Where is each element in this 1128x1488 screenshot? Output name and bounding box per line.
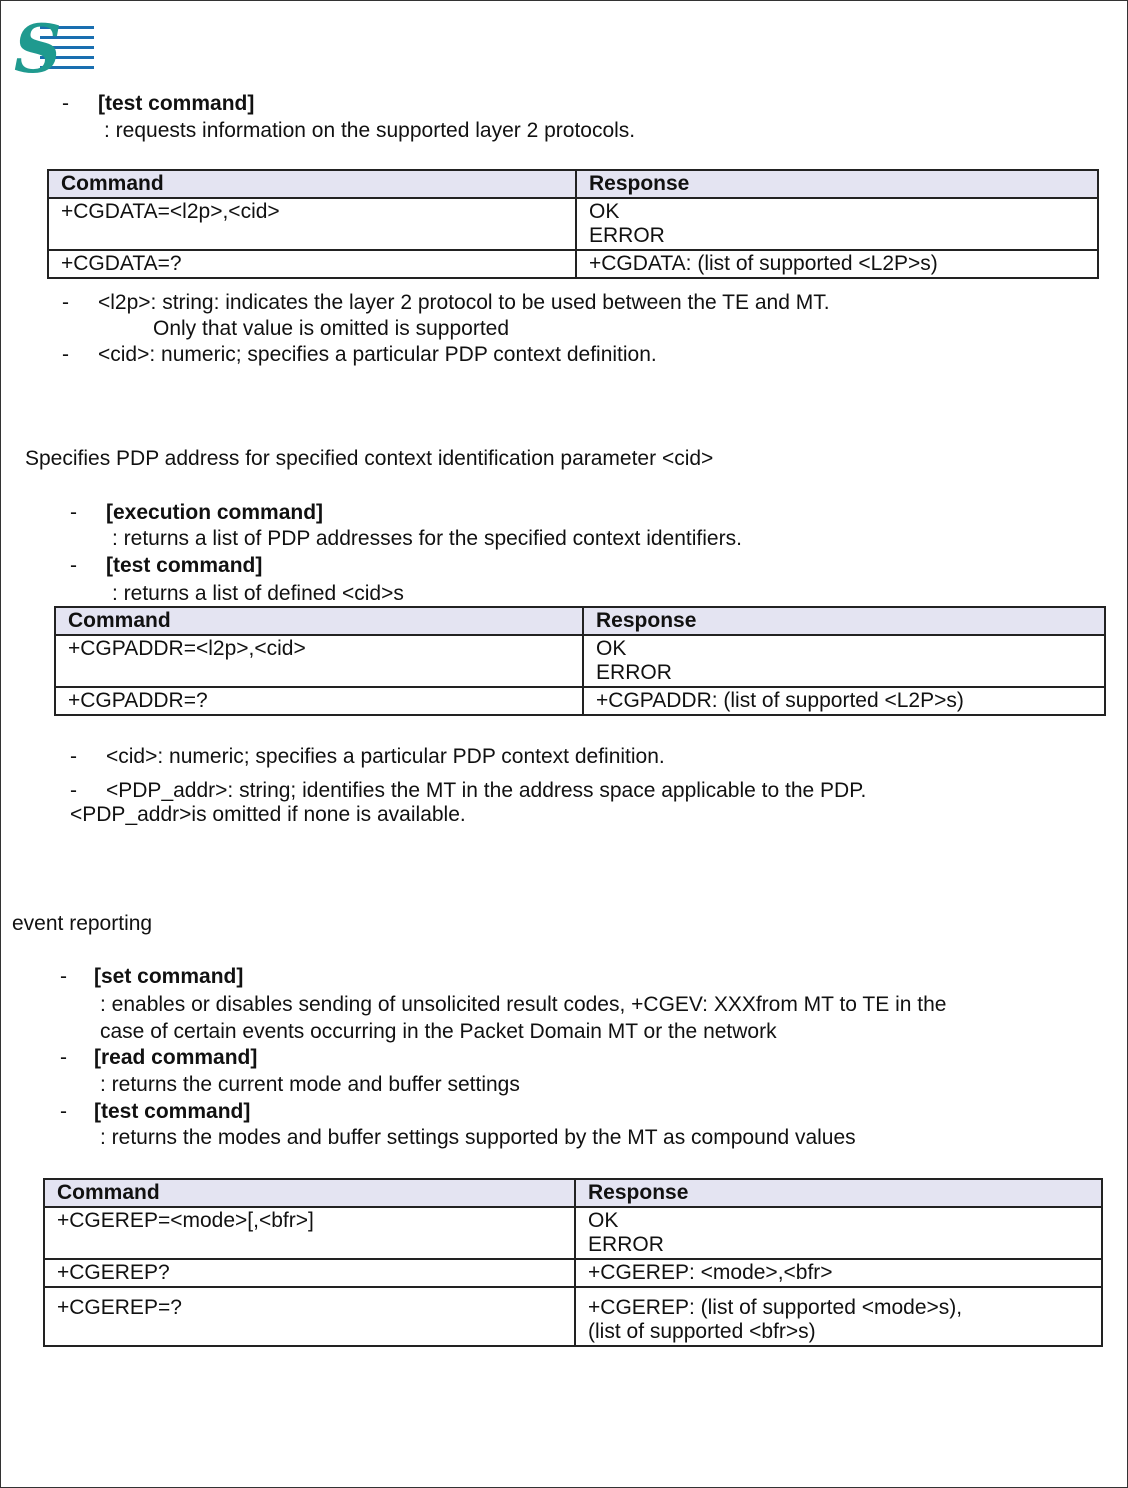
bullet-dash: - [60,1100,67,1123]
header-command: Command [55,607,583,635]
read-command-desc: : returns the current mode and buffer settings [100,1073,520,1096]
command-cell: +CGEREP? [44,1259,575,1287]
test-command-desc: : returns a list of defined <cid>s [112,582,404,605]
header-response: Response [583,607,1105,635]
response-cell: +CGPADDR: (list of supported <L2P>s) [583,687,1105,715]
response-cell [575,1287,1102,1346]
section-intro: Specifies PDP address for specified context identification parameter <cid> [25,447,714,470]
table-row [48,198,1098,250]
command-cell: +CGDATA=? [48,250,576,278]
header-response: Response [576,170,1098,198]
bullet-dash: - [70,745,77,768]
set-command-desc: : enables or disables sending of unsolicited result codes, +CGEV: XXXfrom MT to TE in the [100,993,947,1016]
response-cell [575,1207,1102,1259]
param-pdp-addr-cont: <PDP_addr>is omitted if none is available. [70,803,466,826]
company-logo: S [10,22,96,84]
header-command: Command [44,1179,575,1207]
section-intro: event reporting [12,912,153,935]
command-cell: +CGDATA=<l2p>,<cid> [48,198,576,250]
command-cell: +CGEREP=? [44,1287,575,1346]
table-row [48,250,1098,278]
table-row [44,1287,1102,1346]
response-cell [583,635,1105,687]
header-command: Command [48,170,576,198]
command-cell: +CGPADDR=? [55,687,583,715]
set-command-desc-cont: case of certain events occurring in the Packet Domain MT or the network [100,1020,777,1043]
table-row [44,1207,1102,1259]
header-response: Response [575,1179,1102,1207]
response-line: ERROR [588,1233,664,1256]
param-l2p-cont: Only that value is omitted is supported [153,317,510,340]
response-line: OK [589,200,620,223]
param-pdp-addr: <PDP_addr>: string; identifies the MT in the address space applicable to the PDP. [106,779,867,802]
response-line: (list of supported <bfr>s) [588,1320,816,1343]
bullet-dash: - [70,779,77,802]
command-cell: +CGEREP=<mode>[,<bfr>] [44,1207,575,1259]
bullet-dash: - [62,291,69,314]
table-row [44,1259,1102,1287]
cgerep-table [43,1178,1103,1347]
response-line: ERROR [596,661,672,684]
test-command-label: [test command] [94,1100,251,1123]
command-cell: +CGPADDR=<l2p>,<cid> [55,635,583,687]
table-row [55,635,1105,687]
bullet-dash: - [70,501,77,524]
execution-command-desc: : returns a list of PDP addresses for the specified context identifiers. [112,527,742,550]
response-line: OK [588,1209,619,1232]
set-command-label: [set command] [94,965,244,988]
table-header-row [48,170,1098,198]
test-command-desc: : requests information on the supported layer 2 protocols. [104,119,636,142]
param-cid: <cid>: numeric; specifies a particular PDP context definition. [98,343,657,366]
response-line: OK [596,637,627,660]
read-command-label: [read command] [94,1046,258,1069]
bullet-dash: - [62,92,69,115]
test-command-label: [test command] [106,554,263,577]
response-cell: +CGDATA: (list of supported <L2P>s) [576,250,1098,278]
table-header-row [55,607,1105,635]
param-cid: <cid>: numeric; specifies a particular PDP context definition. [106,745,665,768]
bullet-dash: - [60,965,67,988]
bullet-dash: - [62,343,69,366]
response-cell [576,198,1098,250]
bullet-dash: - [60,1046,67,1069]
bullet-dash: - [70,554,77,577]
cgdata-table [47,169,1099,279]
table-header-row [44,1179,1102,1207]
param-l2p: <l2p>: string: indicates the layer 2 protocol to be used between the TE and MT. [98,291,830,314]
response-line: ERROR [589,224,665,247]
response-line: +CGEREP: (list of supported <mode>s), [588,1296,963,1319]
table-row [55,687,1105,715]
cgpaddr-table [54,606,1106,716]
response-cell: +CGEREP: <mode>,<bfr> [575,1259,1102,1287]
execution-command-label: [execution command] [106,501,324,524]
test-command-label: [test command] [98,92,255,115]
test-command-desc: : returns the modes and buffer settings supported by the MT as compound values [100,1126,856,1149]
